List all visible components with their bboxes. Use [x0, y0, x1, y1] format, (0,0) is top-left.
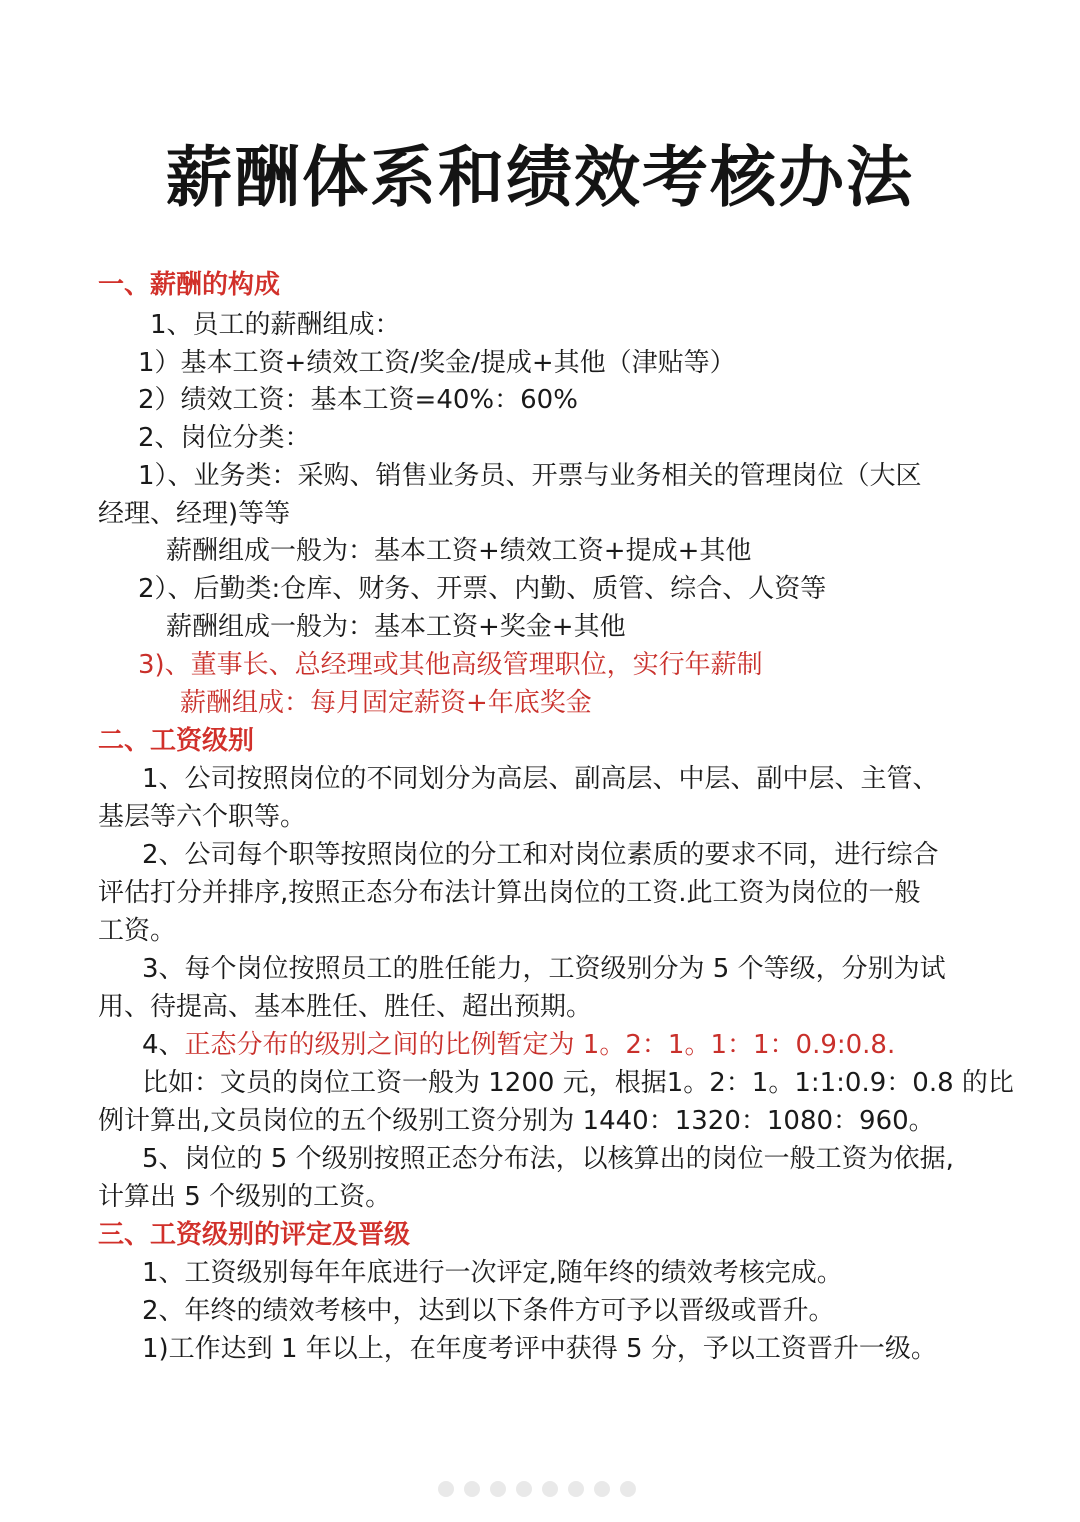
text-line: 薪酬组成一般为：基本工资+绩效工资+提成+其他: [166, 536, 752, 566]
text-line: 1）、业务类：采购、销售业务员、开票与业务相关的管理岗位（大区: [138, 461, 922, 491]
text-line: 3、每个岗位按照员工的胜任能力，工资级别分为 5 个等级，分别为试: [142, 954, 946, 984]
text-line: 工资。: [98, 916, 177, 946]
text-line: 2、公司每个职等按照岗位的分工和对岗位素质的要求不同，进行综合: [142, 840, 939, 870]
text-line: 2、岗位分类：: [138, 423, 311, 453]
document-title: 薪酬体系和绩效考核办法: [166, 139, 914, 216]
text-line: 1、工资级别每年年底进行一次评定,随年终的绩效考核完成。: [142, 1258, 843, 1288]
text-line: 1)工作达到 1 年以上，在年度考评中获得 5 分，予以工资晋升一级。: [142, 1334, 937, 1364]
highlight-ratio: 正态分布的级别之间的比例暂定为 1。2：1。1：1：0.9:0.8.: [184, 1030, 896, 1060]
watermark-dot: [620, 1481, 636, 1497]
text-line: 评估打分并排序,按照正态分布法计算出岗位的工资.此工资为岗位的一般: [98, 878, 921, 908]
text-line-highlight: 薪酬组成：每月固定薪资+年底奖金: [180, 688, 592, 718]
watermark-dot: [516, 1481, 532, 1497]
text-line: 2）、后勤类:仓库、财务、开票、内勤、质管、综合、人资等: [138, 574, 827, 604]
text-line: 1、员工的薪酬组成：: [150, 310, 401, 340]
watermark-dot: [542, 1481, 558, 1497]
text-line: 2、年终的绩效考核中，达到以下条件方可予以晋级或晋升。: [142, 1296, 835, 1326]
text-line: 例计算出,文员岗位的五个级别工资分别为 1440：1320：1080：960。: [98, 1106, 935, 1136]
section-heading-3: 三、工资级别的评定及晋级: [98, 1220, 411, 1250]
section-heading-1: 一、薪酬的构成: [98, 270, 281, 300]
watermark: [438, 1478, 652, 1500]
watermark-dot: [568, 1481, 584, 1497]
text-line: 薪酬组成一般为：基本工资+奖金+其他: [166, 612, 626, 642]
text-line: 计算出 5 个级别的工资。: [98, 1182, 392, 1212]
text-line: 2）绩效工资：基本工资=40%：60%: [138, 385, 578, 415]
watermark-dot: [464, 1481, 480, 1497]
text-line: 1）基本工资+绩效工资/奖金/提成+其他（津贴等）: [138, 348, 736, 378]
section-heading-2: 二、工资级别: [98, 726, 255, 756]
text-line: 经理、经理)等等: [98, 499, 291, 529]
watermark-dot: [490, 1481, 506, 1497]
text-line-highlight: 3)、董事长、总经理或其他高级管理职位，实行年薪制: [138, 650, 763, 680]
text-line: 1、公司按照岗位的不同划分为高层、副高层、中层、副中层、主管、: [142, 764, 939, 794]
text-line-mixed: [0, 1026, 1080, 1064]
list-number: 4、: [142, 1030, 185, 1060]
text-line: 比如：文员的岗位工资一般为 1200 元，根据1。2：1。1:1:0.9：0.8 的比: [142, 1068, 1014, 1098]
text-line: 用、待提高、基本胜任、胜任、超出预期。: [98, 992, 593, 1022]
watermark-dot: [594, 1481, 610, 1497]
text-line: 基层等六个职等。: [98, 802, 307, 832]
watermark-dot: [438, 1481, 454, 1497]
text-line: 5、岗位的 5 个级别按照正态分布法，以核算出的岗位一般工资为依据,: [142, 1144, 954, 1174]
